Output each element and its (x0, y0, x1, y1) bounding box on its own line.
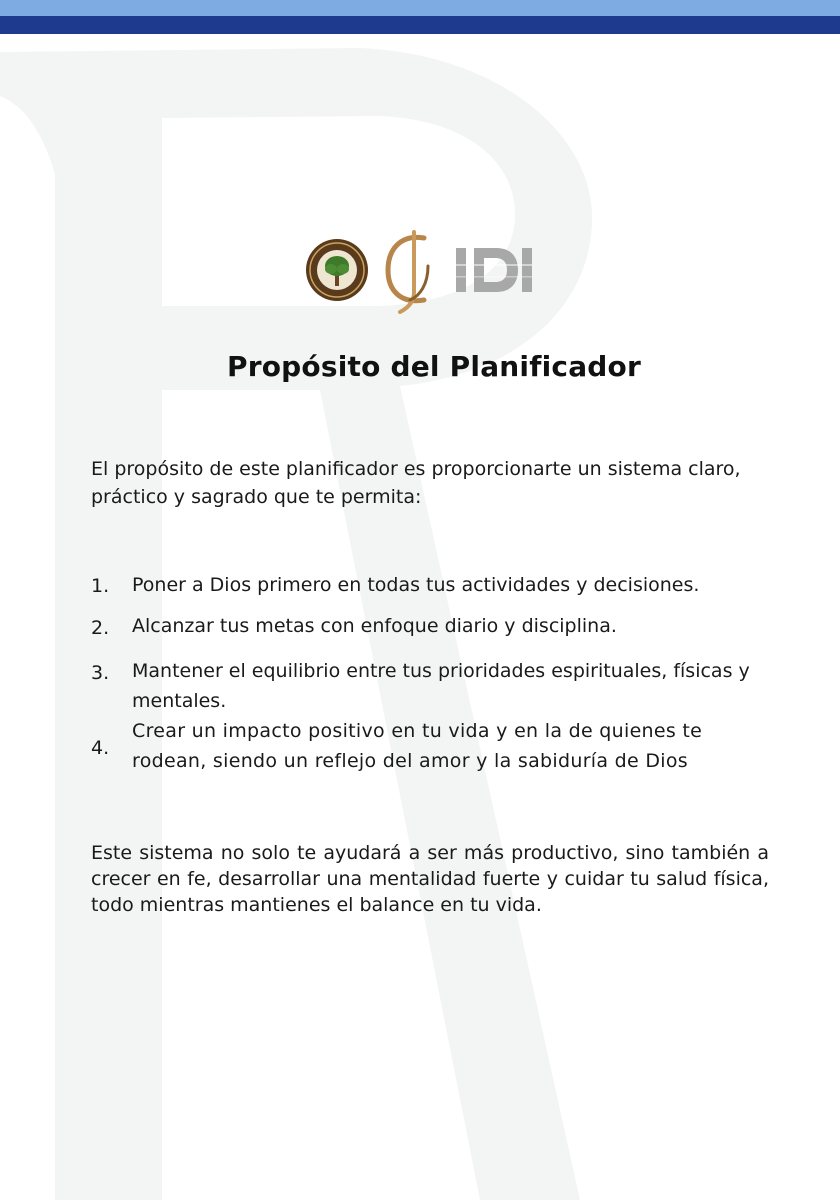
list-number: 1. (91, 575, 110, 597)
list-number: 4. (91, 737, 110, 759)
list-item-text: Mantener el equilibrio entre tus prioridades espirituales, físicas y mentales. (132, 660, 750, 712)
intro-paragraph: El propósito de este planificador es proporcionarte un sistema claro, práctico y sagrado que te permita: (91, 458, 741, 508)
list-number: 2. (91, 617, 110, 639)
page-title: Propósito del Planificador (227, 350, 641, 383)
idi-logo (452, 242, 532, 298)
list-item-text: Alcanzar tus metas con enfoque diario y disciplina. (132, 615, 617, 637)
list-number: 3. (91, 662, 110, 684)
header-band-dark (0, 16, 840, 34)
header-band-light (0, 0, 840, 16)
natural-herb-logo (305, 238, 369, 302)
closing-paragraph: Este sistema no solo te ayudará a ser más productivo, sino también a crecer en fe, desarrollar una mentalidad fuerte y cuidar tu salud física, todo mientras mantienes el balance en tu vida. (91, 842, 769, 916)
list-item-text: Crear un impacto positivo en tu vida y en la de quienes te rodean, siendo un reflejo del amor y la sabiduría de Dios (132, 720, 703, 772)
cj-monogram-logo (382, 228, 438, 314)
logo-row (300, 228, 540, 316)
list-item-text: Poner a Dios primero en todas tus actividades y decisiones. (132, 574, 700, 596)
